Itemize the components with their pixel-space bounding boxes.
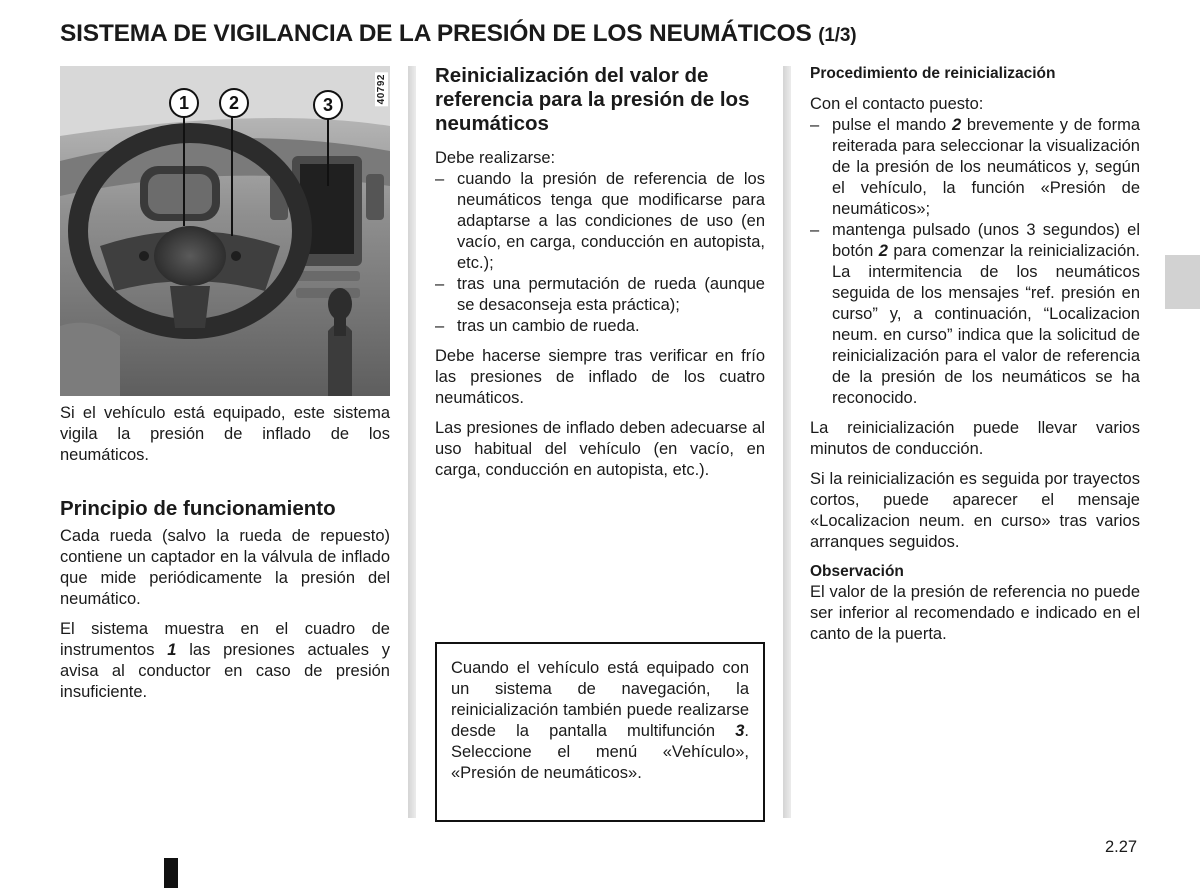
title-part: (1/3)	[818, 25, 857, 46]
title-text: SISTEMA DE VIGILANCIA DE LA PRESIÓN DE LOS NEUMÁTICOS	[60, 20, 812, 47]
section-title-principle: Principio de funcionamiento	[60, 497, 336, 520]
dashboard-figure	[60, 66, 390, 396]
ref-control-button: 2	[878, 242, 888, 260]
ref-control-button: 2	[951, 116, 962, 134]
left-column	[60, 403, 390, 466]
duration-paragraph: La reinicialización puede llevar varios minutos de conducción.	[810, 419, 1140, 458]
list-item: – tras un cambio de rueda.	[435, 316, 765, 337]
figure-code: 40792	[376, 74, 387, 105]
column-divider	[783, 66, 791, 818]
observation-heading: Observación	[810, 563, 904, 580]
callout-1: 1	[169, 88, 199, 118]
right-column	[810, 64, 1140, 645]
navigation-note-box: Cuando el vehículo está equipado con un sistema de navegación, la reinicialización también puede realizarse desde la pantalla multifunción 3. Seleccione el menú «Vehículo», «Presión de neumáticos».	[435, 642, 765, 822]
verify-paragraph: Debe hacerse siempre tras verificar en frío las presiones de inflado de los cuatro neumáticos.	[435, 347, 765, 407]
reset-conditions-list	[435, 169, 765, 337]
page-number: 2.27	[1105, 838, 1138, 856]
principle-paragraph: Cada rueda (salvo la rueda de repuesto) contiene un captador en la válvula de inflado que mide periódicamente la presión del neumático.	[60, 527, 390, 608]
reset-intro: Debe realizarse:	[435, 149, 556, 167]
procedure-heading: Procedimiento de reinicialización	[810, 65, 1056, 82]
list-item: – pulse el mando 2 brevemente y de forma reiterada para seleccionar la visualización de la presión de los neumáticos y, según el vehículo, la función «Presión de neumáticos»;	[810, 115, 1140, 220]
page-title	[60, 20, 856, 48]
procedure-steps-list	[810, 115, 1140, 409]
section-title-reset: Reinicialización del valor de referencia para la presión de los neumáticos	[435, 64, 750, 135]
list-item: – mantenga pulsado (unos 3 segundos) el botón 2 para comenzar la reinicialización. La intermitencia de los neumáticos seguida de los mensajes “ref. presión en curso” y, a continuación, “Localizacion neum. en curso” indica que la solicitud de reinicialización para el valor de referencia de la presión de los neumáticos se ha reconocido.	[810, 220, 1140, 409]
procedure-intro: Con el contacto puesto:	[810, 95, 984, 113]
column-divider	[408, 66, 416, 818]
short-trips-paragraph: Si la reinicialización es seguida por trayectos cortos, puede aparecer el mensaje «Localizacion neum. en curso» tras varios arranques seguidos.	[810, 470, 1140, 551]
intro-paragraph: Si el vehículo está equipado, este sistema vigila la presión de inflado de los neumáticos.	[60, 404, 390, 464]
list-item: – tras una permutación de rueda (aunque se desaconseja esta práctica);	[435, 274, 765, 316]
pressures-paragraph: Las presiones de inflado deben adecuarse al uso habitual del vehículo (en vacío, en carga, conducción en autopista, etc.).	[435, 419, 765, 479]
list-item: – cuando la presión de referencia de los neumáticos tenga que modificarse para adaptarse a las condiciones de uso (en vacío, en carga, conducción en autopista, etc.);	[435, 169, 765, 274]
middle-column	[435, 64, 765, 481]
ref-instrument-cluster: 1	[167, 641, 177, 659]
display-paragraph: El sistema muestra en el cuadro de instrumentos 1 las presiones actuales y avisa al conductor en caso de presión insuficiente.	[60, 620, 390, 701]
observation-paragraph: El valor de la presión de referencia no puede ser inferior al recomendado e indicado en el canto de la puerta.	[810, 583, 1140, 643]
corner-mark	[164, 858, 178, 888]
section-thumb-tab	[1165, 255, 1200, 309]
callout-2: 2	[219, 88, 249, 118]
left-column-body	[60, 497, 390, 703]
ref-multifunction-screen: 3	[735, 722, 745, 740]
callout-3: 3	[313, 90, 343, 120]
